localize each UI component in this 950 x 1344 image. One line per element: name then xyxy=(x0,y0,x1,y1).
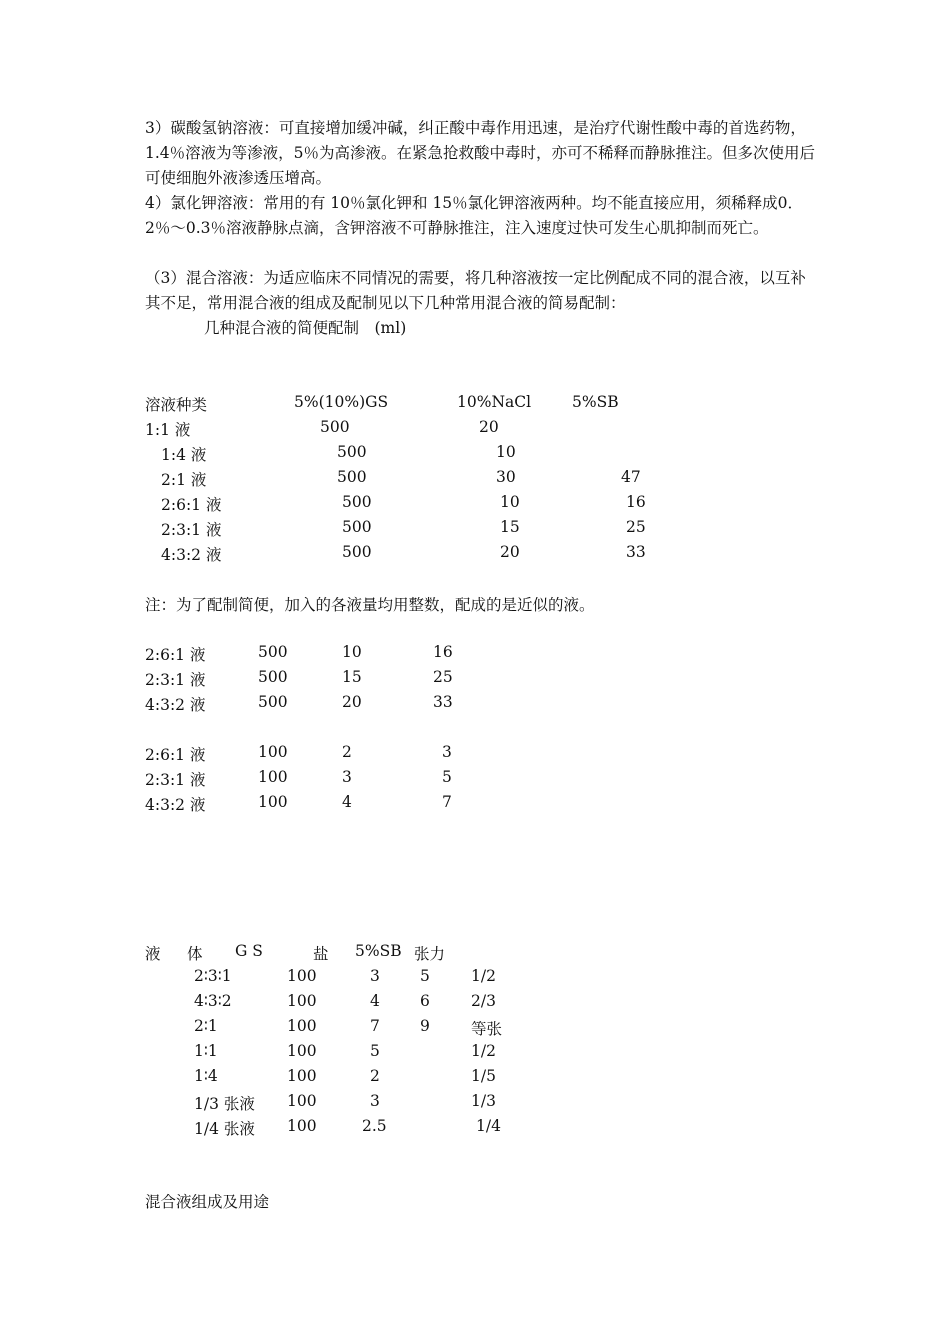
table-cell: 100 xyxy=(287,1092,317,1110)
table-cell: 1∶4 xyxy=(194,1067,218,1085)
table-cell: 15 xyxy=(500,518,520,536)
table-cell: 3 xyxy=(370,967,380,985)
table-cell: 16 xyxy=(433,643,453,661)
table-cell: 2:3:1 液 xyxy=(145,671,206,689)
table4-header-cell: 张力 xyxy=(414,945,446,963)
table-cell: 20 xyxy=(500,543,520,561)
table-cell: 25 xyxy=(626,518,646,536)
table-cell: 4 xyxy=(370,992,380,1010)
table-cell: 20 xyxy=(479,418,499,436)
table-cell: 1/3 xyxy=(471,1092,496,1110)
table-cell: 47 xyxy=(621,468,641,486)
table-cell: 2∶3∶1 xyxy=(194,967,232,985)
table-cell: 33 xyxy=(626,543,646,561)
table-cell: 500 xyxy=(258,668,288,686)
table-cell: 500 xyxy=(342,493,372,511)
table-cell: 3 xyxy=(442,743,452,761)
table-cell: 2 xyxy=(342,743,352,761)
table-cell: 4 xyxy=(342,793,352,811)
table-cell: 500 xyxy=(258,693,288,711)
table-cell: 10 xyxy=(500,493,520,511)
table-cell: 1:4 液 xyxy=(161,446,207,464)
table1-note: 注：为了配制简便，加入的各液量均用整数，配成的是近似的液。 xyxy=(145,596,595,614)
table1-header-cell: 10%NaCl xyxy=(457,393,532,411)
table-cell: 2:6:1 液 xyxy=(145,746,206,764)
table1-header-cell: 5%(10%)GS xyxy=(294,393,389,411)
table-cell: 20 xyxy=(342,693,362,711)
table4-header-cell: 液 xyxy=(145,945,161,963)
table-cell: 9 xyxy=(420,1017,430,1035)
table-cell: 100 xyxy=(287,1117,317,1135)
table-cell: 1/4 xyxy=(476,1117,501,1135)
table-cell: 30 xyxy=(496,468,516,486)
table-cell: 1/5 xyxy=(471,1067,496,1085)
table-cell: 2:6:1 液 xyxy=(145,646,206,664)
table-cell: 500 xyxy=(342,543,372,561)
table-cell: 4:3:2 液 xyxy=(161,546,222,564)
table-cell: 1/2 xyxy=(471,1042,496,1060)
table4-header-cell: 盐 xyxy=(313,945,329,963)
paragraph-sodium-bicarbonate: 3）碳酸氢钠溶液：可直接增加缓冲碱，纠正酸中毒作用迅速，是治疗代谢性酸中毒的首选药物，1.4％溶液为等渗液，5％为高渗液。在紧急抢救酸中毒时，亦可不稀释而静脉推注。但多次使用后可使细胞外液渗透压增高。 xyxy=(145,119,816,187)
table4-header-cell: 体 xyxy=(187,945,203,963)
table4-header-cell: 5%SB xyxy=(355,942,402,960)
table-cell: 100 xyxy=(258,768,288,786)
table-cell: 25 xyxy=(433,668,453,686)
table-cell: 1∶1 xyxy=(194,1042,218,1060)
table-cell: 500 xyxy=(337,468,367,486)
section-heading: 混合液组成及用途 xyxy=(145,1193,270,1211)
table-cell: 33 xyxy=(433,693,453,711)
table-cell: 4:3:2 液 xyxy=(145,796,206,814)
table4-header-cell: G S xyxy=(235,942,263,960)
table-cell: 500 xyxy=(320,418,350,436)
table-cell: 1/3 张液 xyxy=(194,1095,255,1113)
table-cell: 2:3:1 液 xyxy=(145,771,206,789)
table-cell: 15 xyxy=(342,668,362,686)
table-cell: 100 xyxy=(287,1042,317,1060)
table-cell: 7 xyxy=(370,1017,380,1035)
table-cell: 3 xyxy=(370,1092,380,1110)
table-cell: 5 xyxy=(370,1042,380,1060)
table-cell: 10 xyxy=(496,443,516,461)
table-cell: 100 xyxy=(258,743,288,761)
table-cell: 1:1 液 xyxy=(145,421,191,439)
table-cell: 500 xyxy=(258,643,288,661)
table-cell: 16 xyxy=(626,493,646,511)
table-cell: 4∶3∶2 xyxy=(194,992,232,1010)
table-cell: 5 xyxy=(442,768,452,786)
table-cell: 1/4 张液 xyxy=(194,1120,255,1138)
table1-title: 几种混合液的简便配制 (ml) xyxy=(204,319,407,337)
table-cell: 100 xyxy=(287,1017,317,1035)
paragraph-mixed-solutions: （3）混合溶液：为适应临床不同情况的需要，将几种溶液按一定比例配成不同的混合液，以互补其不足，常用混合液的组成及配制见以下几种常用混合液的简易配制： xyxy=(145,269,806,312)
table-cell: 100 xyxy=(258,793,288,811)
table-cell: 2 xyxy=(370,1067,380,1085)
table-cell: 100 xyxy=(287,992,317,1010)
table-cell: 2∶1 xyxy=(194,1017,218,1035)
table-cell: 5 xyxy=(420,967,430,985)
table-cell: 100 xyxy=(287,1067,317,1085)
table-cell: 4:3:2 液 xyxy=(145,696,206,714)
table-cell: 500 xyxy=(342,518,372,536)
table1-header-cell: 5%SB xyxy=(572,393,619,411)
table-cell: 100 xyxy=(287,967,317,985)
table-cell: 10 xyxy=(342,643,362,661)
table-cell: 等张 xyxy=(471,1020,503,1038)
table-cell: 3 xyxy=(342,768,352,786)
table-cell: 2.5 xyxy=(362,1117,387,1135)
table-cell: 1/2 xyxy=(471,967,496,985)
table-cell: 2:3:1 液 xyxy=(161,521,222,539)
table-cell: 7 xyxy=(442,793,452,811)
table-cell: 2:6:1 液 xyxy=(161,496,222,514)
table-cell: 2:1 液 xyxy=(161,471,207,489)
table-cell: 500 xyxy=(337,443,367,461)
paragraph-potassium-chloride: 4）氯化钾溶液：常用的有 10％氯化钾和 15％氯化钾溶液两种。均不能直接应用，须稀释成0．2％～0.3％溶液静脉点滴，含钾溶液不可静脉推注，注入速度过快可发生心肌抑制而死亡。 xyxy=(145,194,804,237)
table-cell: 6 xyxy=(420,992,430,1010)
table1-header-cell: 溶液种类 xyxy=(145,396,208,414)
table-cell: 2/3 xyxy=(471,992,496,1010)
